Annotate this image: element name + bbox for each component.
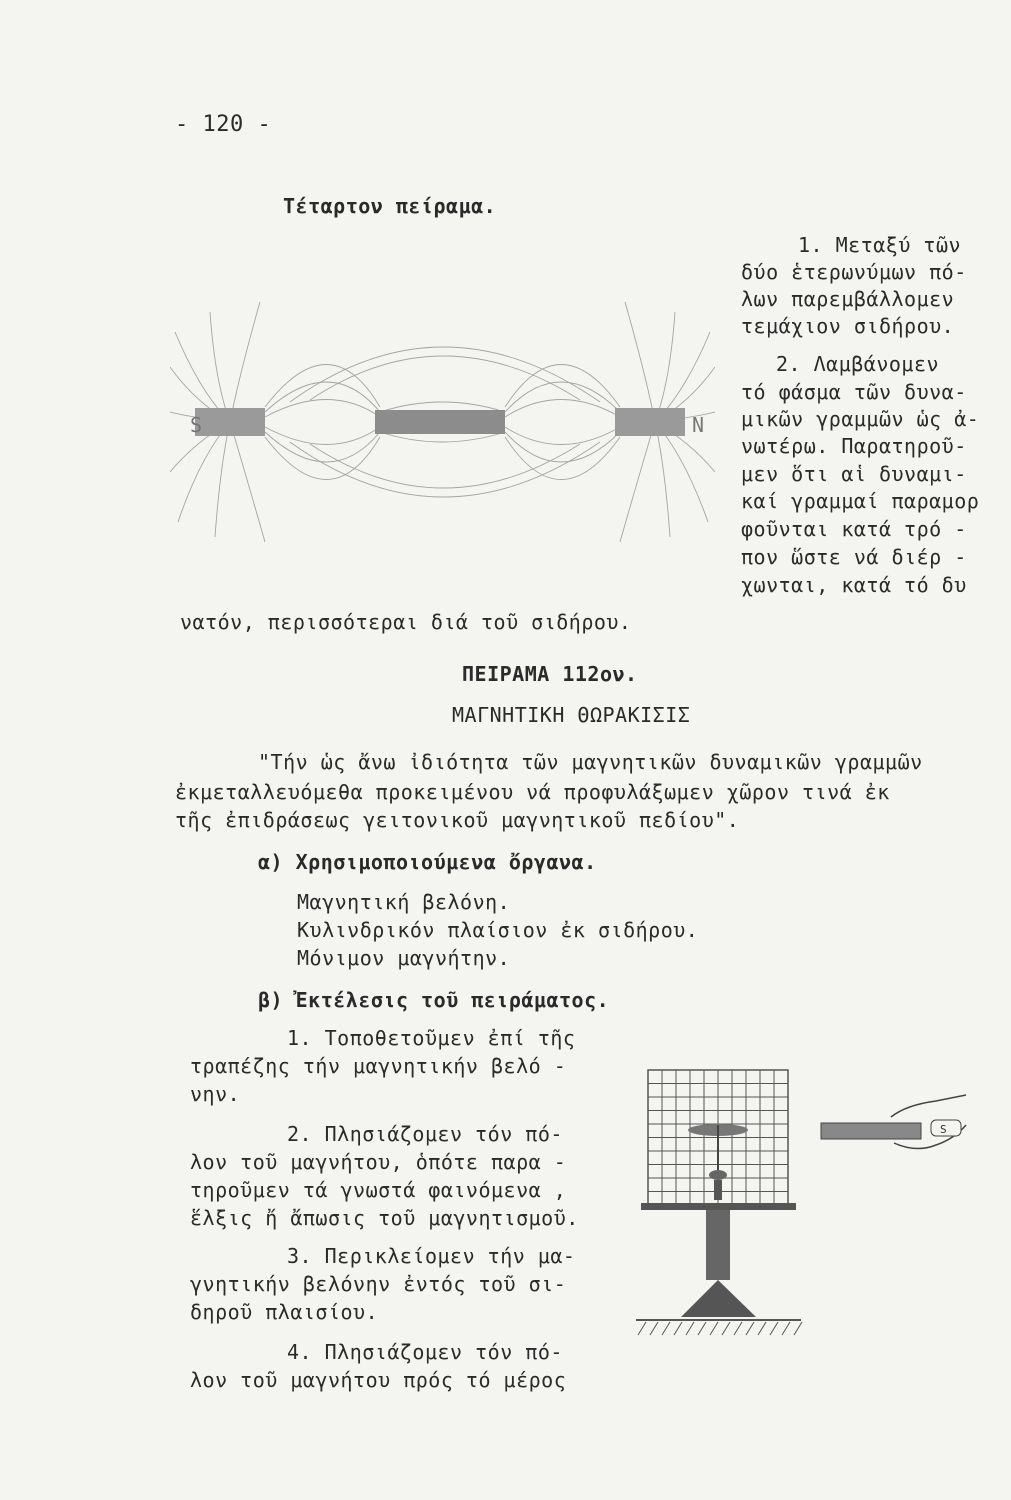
text-line: μικῶν γραμμῶν ὡς ἀ-: [741, 407, 980, 431]
instruments-heading: α) Χρησιμοποιούμενα ὄργανα.: [258, 850, 597, 874]
text-line: τῆς ἐπιδράσεως γειτονικοῦ μαγνητικοῦ πεδίου".: [175, 808, 740, 832]
text-line: τό φάσμα τῶν δυνα-: [741, 380, 967, 404]
text-line: δηροῦ πλαισίου.: [190, 1300, 379, 1324]
text-line: 1. Μεταξύ τῶν: [798, 233, 962, 257]
text-line: γνητικήν βελόνην ἐντός τοῦ σι-: [190, 1272, 567, 1296]
shielding-apparatus-figure: [636, 1065, 976, 1345]
text-line: δύο ἑτερωνύμων πό-: [741, 260, 967, 284]
text-line: ἐκμεταλλευόμεθα προκειμένου νά προφυλάξωμεν χῶρον τινά ἐκ: [175, 780, 890, 804]
instrument-item: Κυλινδρικόν πλαίσιον ἐκ σιδήρου.: [297, 918, 699, 942]
pole-label-s: S: [190, 413, 203, 437]
continuation-line: νατόν, περισσότεραι διά τοῦ σιδήρου.: [180, 610, 632, 634]
section-heading: Τέταρτον πείραμα.: [283, 194, 497, 218]
text-line: νωτέρω. Παρατηροῦ-: [741, 434, 967, 458]
text-line: τεμάχιον σιδήρου.: [741, 314, 955, 338]
magnet-label: S: [940, 1123, 947, 1136]
text-line: "Τήν ὡς ἄνω ἰδιότητα τῶν μαγνητικῶν δυναμικῶν γραμμῶν: [258, 750, 923, 774]
text-line: χωνται, κατά τό δυ: [741, 573, 967, 597]
instrument-item: Μόνιμον μαγνήτην.: [297, 946, 511, 970]
text-line: καί γραμμαί παραμορ: [741, 489, 980, 513]
text-line: τηροῦμεν τά γνωστά φαινόμενα ,: [190, 1178, 567, 1202]
instrument-item: Μαγνητική βελόνη.: [297, 890, 511, 914]
text-line: μεν ὅτι αἱ δυναμι-: [741, 462, 967, 486]
text-line: 4. Πλησιάζομεν τόν πό-: [287, 1340, 563, 1364]
text-line: λον τοῦ μαγνήτου, ὁπότε παρα -: [190, 1150, 567, 1174]
text-line: πον ὥστε νά διέρ -: [741, 545, 967, 569]
text-line: τραπέζης τήν μαγνητικήν βελό -: [190, 1054, 567, 1078]
text-line: 3. Περικλείομεν τήν μα-: [287, 1244, 576, 1268]
experiment-subtitle: ΜΑΓΝΗΤΙΚΗ ΘΩΡΑΚΙΣΙΣ: [452, 703, 691, 727]
pole-label-n: N: [692, 413, 705, 437]
text-line: νην.: [190, 1082, 241, 1106]
text-line: 1. Τοποθετοῦμεν ἐπί τῆς: [287, 1026, 576, 1050]
text-line: λον τοῦ μαγνήτου πρός τό μέρος: [190, 1368, 567, 1392]
text-line: 2. Πλησιάζομεν τόν πό-: [287, 1122, 563, 1146]
experiment-title: ΠΕΙΡΑΜΑ 112ον.: [462, 662, 638, 686]
execution-heading: β) Ἐκτέλεσις τοῦ πειράματος.: [258, 988, 610, 1012]
page-number: - 120 -: [175, 112, 272, 137]
text-line: φοῦνται κατά τρό -: [741, 517, 967, 541]
text-line: λων παρεμβάλλομεν: [741, 287, 955, 311]
magnetic-field-figure: [170, 272, 715, 602]
text-line: 2. Λαμβάνομεν: [776, 352, 940, 376]
text-line: ἕλξις ἤ ἄπωσις τοῦ μαγνητισμοῦ.: [190, 1206, 579, 1230]
